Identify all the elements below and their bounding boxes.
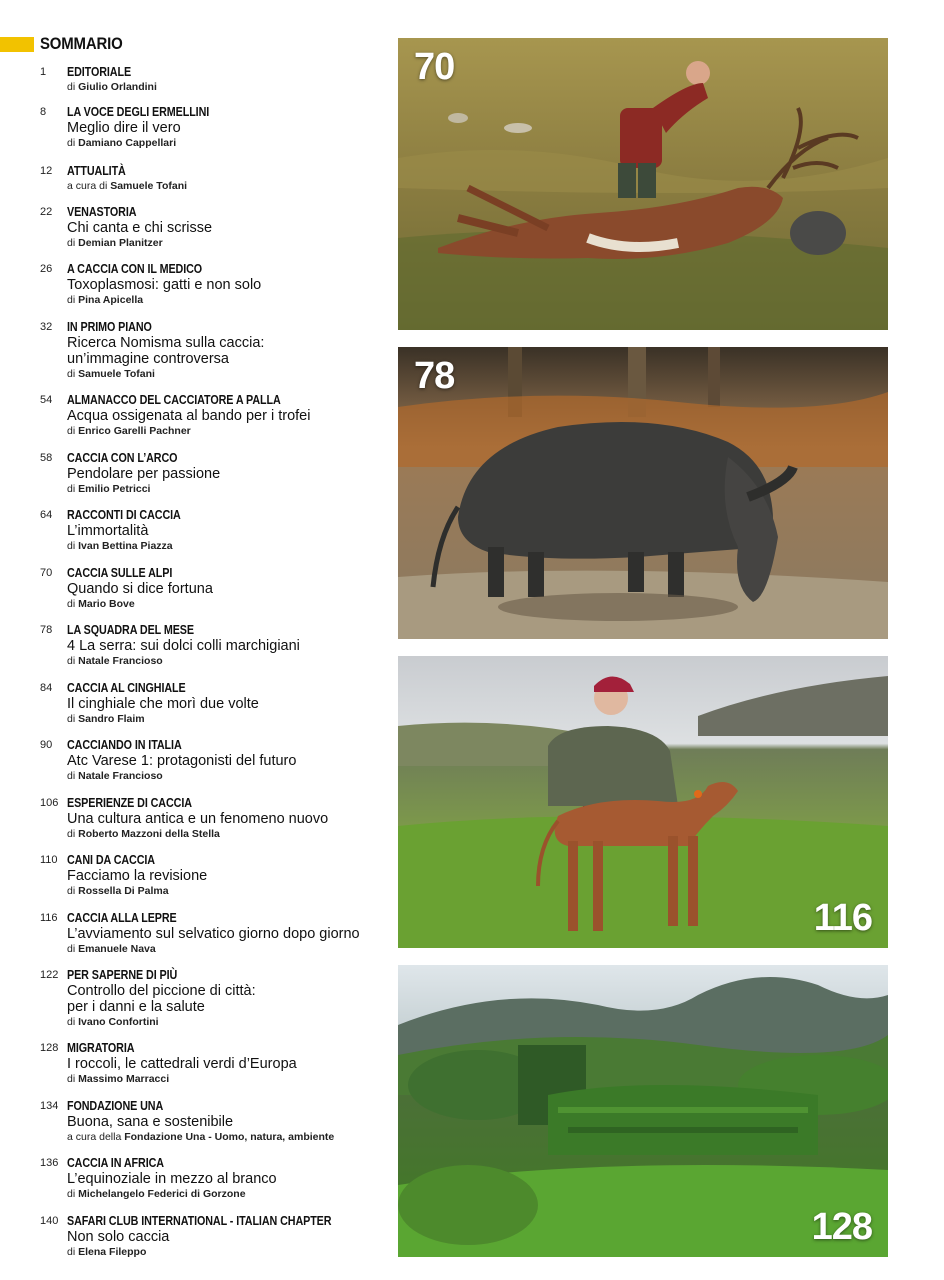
article-title: Non solo caccia [67, 1229, 170, 1245]
author-name: Fondazione Una - Uomo, natura, ambiente [124, 1131, 335, 1143]
author-line: di Enrico Garelli Pachner [67, 425, 191, 437]
page-number: 122 [40, 969, 59, 981]
page-number: 12 [40, 165, 53, 177]
page-number: 140 [40, 1215, 59, 1227]
author-name: Roberto Mazzoni della Stella [78, 828, 220, 840]
section-title: CACCIA CON L’ARCO [67, 451, 178, 465]
section-title: CACCIA ALLA LEPRE [67, 911, 177, 925]
deer-hunter-image [398, 38, 888, 330]
page-number: 136 [40, 1157, 59, 1169]
section-title: ATTUALITÀ [67, 164, 126, 178]
author-name: Rossella Di Palma [78, 885, 169, 897]
page-number: 90 [40, 739, 53, 751]
page-number: 22 [40, 206, 53, 218]
author-name: Mario Bove [78, 598, 135, 610]
author-name: Samuele Tofani [78, 368, 155, 380]
article-title: L’avviamento sul selvatico giorno dopo giorno [67, 926, 360, 942]
author-name: Demian Planitzer [78, 237, 163, 249]
photo-page-label: 116 [813, 897, 872, 939]
article-title: Toxoplasmosi: gatti e non solo [67, 277, 262, 293]
author-name: Emanuele Nava [78, 943, 156, 955]
photo-hunter-hound[interactable] [398, 656, 888, 948]
section-title: FONDAZIONE UNA [67, 1099, 164, 1113]
page-number: 26 [40, 263, 53, 275]
photo-deer-hunter[interactable] [398, 38, 888, 330]
section-title: RACCONTI DI CACCIA [67, 508, 181, 522]
article-title: Quando si dice fortuna [67, 581, 213, 597]
page-number: 78 [40, 624, 53, 636]
page-number: 106 [40, 797, 59, 809]
author-line: di Emanuele Nava [67, 943, 156, 955]
wild-boar-image [398, 347, 888, 639]
author-name: Damiano Cappellari [78, 137, 177, 149]
page-title: SOMMARIO [40, 34, 123, 53]
article-title: Acqua ossigenata al bando per i trofei [67, 408, 311, 424]
author-line: di Ivan Bettina Piazza [67, 540, 173, 552]
author-line: a cura della Fondazione Una - Uomo, natura, ambiente [67, 1131, 335, 1143]
section-title: EDITORIALE [67, 65, 132, 79]
page-number: 1 [40, 66, 47, 78]
page-number: 134 [40, 1100, 59, 1112]
article-title-line-2: per i danni e la salute [67, 999, 205, 1015]
author-line: di Elena Fileppo [67, 1246, 147, 1258]
article-title: L’immortalità [67, 523, 149, 539]
photo-wild-boar[interactable] [398, 347, 888, 639]
page-number: 70 [40, 567, 53, 579]
author-name: Ivan Bettina Piazza [78, 540, 173, 552]
article-title: Una cultura antica e un fenomeno nuovo [67, 811, 329, 827]
article-title: Pendolare per passione [67, 466, 221, 482]
section-title: IN PRIMO PIANO [67, 320, 152, 334]
author-line: di Pina Apicella [67, 294, 144, 306]
article-title: Controllo del piccione di città: [67, 983, 256, 999]
page-number: 54 [40, 394, 53, 406]
article-title: I roccoli, le cattedrali verdi d’Europa [67, 1056, 297, 1072]
author-name: Sandro Flaim [78, 713, 145, 725]
photo-page-label: 70 [414, 46, 455, 88]
section-title: LA VOCE DEGLI ERMELLINI [67, 105, 210, 119]
author-name: Emilio Petricci [78, 483, 151, 495]
page-number: 84 [40, 682, 53, 694]
article-title: Ricerca Nomisma sulla caccia: [67, 335, 265, 351]
article-title: Il cinghiale che morì due volte [67, 696, 259, 712]
author-line: di Demian Planitzer [67, 237, 163, 249]
photo-page-label: 78 [414, 355, 455, 397]
author-line: di Michelangelo Federici di Gorzone [67, 1188, 246, 1200]
page-number: 32 [40, 321, 53, 333]
article-title: Facciamo la revisione [67, 868, 208, 884]
article-title: Buona, sana e sostenibile [67, 1114, 234, 1130]
author-line: di Natale Francioso [67, 770, 163, 782]
author-name: Natale Francioso [78, 770, 163, 782]
author-name: Enrico Garelli Pachner [78, 425, 191, 437]
author-line: di Natale Francioso [67, 655, 163, 667]
author-line: di Roberto Mazzoni della Stella [67, 828, 220, 840]
section-title: PER SAPERNE DI PIÙ [67, 968, 178, 982]
author-line: a cura di Samuele Tofani [67, 180, 188, 192]
photo-page-label: 128 [811, 1206, 872, 1248]
accent-bar [0, 37, 34, 52]
author-name: Natale Francioso [78, 655, 163, 667]
section-title: CACCIA IN AFRICA [67, 1156, 164, 1170]
article-title: Meglio dire il vero [67, 120, 181, 136]
section-title: ALMANACCO DEL CACCIATORE A PALLA [67, 393, 281, 407]
page-number: 8 [40, 106, 47, 118]
section-title: A CACCIA CON IL MEDICO [67, 262, 203, 276]
section-title: LA SQUADRA DEL MESE [67, 623, 194, 637]
author-line: di Rossella Di Palma [67, 885, 169, 897]
article-title-line-2: un’immagine controversa [67, 351, 229, 367]
author-name: Giulio Orlandini [78, 81, 157, 93]
section-title: MIGRATORIA [67, 1041, 135, 1055]
author-line: di Massimo Marracci [67, 1073, 170, 1085]
author-name: Elena Fileppo [78, 1246, 147, 1258]
article-title: L’equinoziale in mezzo al branco [67, 1171, 277, 1187]
page-number: 128 [40, 1042, 59, 1054]
author-line: di Giulio Orlandini [67, 81, 157, 93]
author-line: di Emilio Petricci [67, 483, 151, 495]
page-number: 58 [40, 452, 53, 464]
section-title: CACCIA AL CINGHIALE [67, 681, 186, 695]
section-title: CACCIA SULLE ALPI [67, 566, 173, 580]
author-line: di Sandro Flaim [67, 713, 145, 725]
page-number: 116 [40, 912, 58, 924]
author-line: di Damiano Cappellari [67, 137, 177, 149]
page-number: 64 [40, 509, 53, 521]
author-name: Massimo Marracci [78, 1073, 170, 1085]
author-name: Michelangelo Federici di Gorzone [78, 1188, 246, 1200]
photo-roccolo[interactable] [398, 965, 888, 1257]
section-title: SAFARI CLUB INTERNATIONAL - ITALIAN CHAPTER [67, 1214, 332, 1228]
author-line: di Mario Bove [67, 598, 135, 610]
author-line: di Samuele Tofani [67, 368, 155, 380]
section-title: CACCIANDO IN ITALIA [67, 738, 182, 752]
section-title: VENASTORIA [67, 205, 137, 219]
author-name: Pina Apicella [78, 294, 144, 306]
page-number: 110 [40, 854, 58, 866]
section-title: CANI DA CACCIA [67, 853, 155, 867]
author-line: di Ivano Confortini [67, 1016, 159, 1028]
sommario-header [0, 34, 134, 54]
article-title: Chi canta e chi scrisse [67, 220, 213, 236]
author-name: Ivano Confortini [78, 1016, 159, 1028]
article-title: 4 La serra: sui dolci colli marchigiani [67, 638, 300, 654]
section-title: ESPERIENZE DI CACCIA [67, 796, 192, 810]
article-title: Atc Varese 1: protagonisti del futuro [67, 753, 297, 769]
author-name: Samuele Tofani [110, 180, 188, 192]
